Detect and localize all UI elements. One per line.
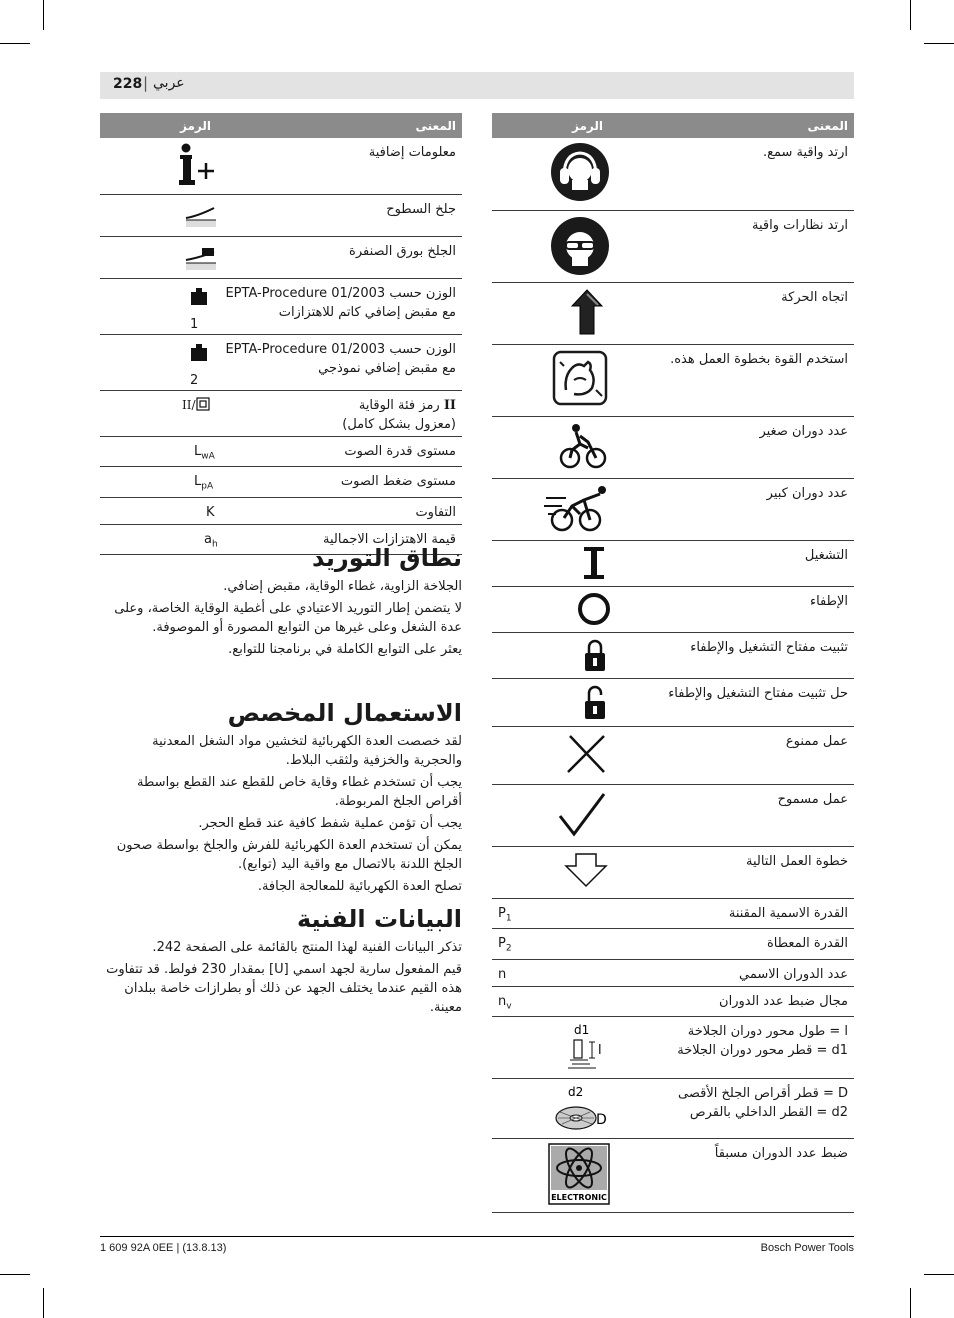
meaning-line: الوزن حسب EPTA-Procedure 01/2003 (225, 341, 456, 357)
meaning-cell: ضبط عدد الدوران مسبقاً (609, 1139, 854, 1213)
weight-2-icon: 2 (190, 344, 213, 390)
symbol-text: $P_2$ (498, 936, 512, 954)
weight-1-icon: 1 (190, 288, 213, 334)
symbol-text: $P_1$ (498, 905, 512, 924)
footer-brand: Bosch Power Tools (760, 1242, 854, 1254)
meaning-line: مع مقبض إضافي نموذجي (318, 360, 456, 376)
diagram-label: d1 (574, 1023, 590, 1038)
section-heading: الاستعمال المخصص (227, 699, 462, 727)
meaning-cell: مجال ضبط عدد الدوران (609, 986, 854, 1017)
meaning-cell: القدرة الاسمية المقننة (609, 898, 854, 929)
meaning-cell: مستوى ضغط الصوت (217, 467, 462, 498)
force-arm-icon (552, 350, 608, 406)
ear-protection-icon (550, 142, 610, 202)
section-heading: نطاق التوريد (312, 544, 462, 572)
meaning-cell: الجلخ بورق الصنفرة (217, 236, 462, 278)
meaning-line: الوزن حسب EPTA-Procedure 01/2003 (225, 285, 456, 301)
padlock-locked-icon (584, 638, 606, 672)
diagram-label: D (596, 1112, 607, 1129)
meaning-cell: عدد دوران صغير (609, 416, 854, 478)
class-roman-numeral: II (443, 397, 456, 413)
section-heading: البيانات الفنية (297, 905, 462, 933)
col-meaning-header: المعنى (217, 113, 462, 138)
meaning-line: l = طول محور دوران الجلاخة (687, 1024, 848, 1040)
paragraph: يمكن أن تستخدم العدة الكهربائية للفرش والجلخ بواسطة صحون الجلخ اللدنة بالاتصال مع واقية اليد (توابع). (116, 838, 462, 872)
padlock-unlocked-icon (584, 684, 606, 720)
meaning-cell: عمل مسموح (609, 784, 854, 846)
electronic-atom-icon (548, 1143, 610, 1205)
collet-dimensions-icon (564, 1022, 608, 1070)
paragraph: تصلح العدة الكهربائية للمعالجة الجافة. (257, 879, 462, 894)
surface-grinding-icon (184, 204, 218, 228)
meaning-line: d2 = القطر الداخلي بالقرص (689, 1105, 848, 1121)
page-number: 228 (113, 76, 143, 92)
col-meaning-header: المعنى (609, 113, 854, 138)
fast-cyclist-icon (544, 484, 610, 534)
switch-on-icon (582, 546, 606, 580)
direction-arrow-icon (570, 288, 604, 336)
meaning-cell: مستوى قدرة الصوت (217, 436, 462, 467)
delivery-scope-section (100, 543, 462, 662)
symbol-text: $n_v$ (498, 993, 512, 1012)
icon-label: ELECTRONIC (551, 1193, 607, 1203)
down-arrow-icon (564, 852, 608, 888)
paragraph: يعثر على التوابع الكاملة في برنامجنا للتوابع. (228, 642, 462, 657)
page-header-bar (100, 72, 854, 99)
meaning-cell: تثبيت مفتاح التشغيل والإطفاء (609, 632, 854, 678)
meaning-cell: التفاوت (217, 497, 462, 524)
technical-data-section (100, 904, 462, 1020)
paragraph: لا يتضمن إطار التوريد الاعتيادي على أغطية الوقاية الخاصة، وعلى عدة الشغل وعلى غيرها من التوابع المصورة أو الموصوفة. (114, 601, 462, 635)
symbol-text: n (498, 966, 507, 982)
meaning-cell: استخدم القوة بخطوة العمل هذه. (609, 344, 854, 416)
meaning-cell: ارتد واقية سمع. (609, 138, 854, 210)
meaning-line: II رمز فئة الوقاية (358, 397, 456, 413)
meaning-cell: خطوة العمل التالية (609, 846, 854, 898)
paragraph: يجب أن تستخدم غطاء وقاية خاص للقطع عند القطع بواسطة أقراص الجلخ المربوطة. (137, 775, 462, 809)
wheel-dimensions-icon (554, 1084, 610, 1132)
crop-mark (0, 1274, 30, 1275)
symbol-text: $L_{pA}$ (194, 474, 214, 492)
header-separator: | (143, 74, 149, 92)
paragraph: تذكر البيانات الفنية لهذا المنتج بالقائمة على الصفحة 242. (152, 940, 462, 955)
crop-mark (43, 1288, 44, 1318)
meaning-cell: قيمة الاهتزازات الاجمالية (217, 524, 462, 555)
left-symbol-table (100, 113, 462, 555)
meaning-cell: حل تثبيت مفتاح التشغيل والإطفاء (609, 678, 854, 726)
meaning-cell: عدد الدوران الاسمي (609, 959, 854, 986)
symbol-text: $L_{wA}$ (194, 443, 215, 462)
col-symbol-header: الرمز (492, 113, 609, 138)
crop-mark (910, 1288, 911, 1318)
diagram-label: l (598, 1043, 602, 1059)
meaning-cell: القدرة المعطاة (609, 929, 854, 960)
paragraph: قيم المفعول سارية لجهد اسمي [U] بمقدار 230 فولط. قد تتفاوت هذه القيم عندما يختلف الجهد عن ذلك أو بطرازات خاصة ببلدان معينة. (106, 962, 462, 1015)
info-plus-icon (176, 143, 218, 187)
meaning-cell: جلخ السطوح (217, 194, 462, 236)
footer-rule (100, 1236, 854, 1237)
meaning-line: (معزول بشكل كامل) (342, 416, 456, 432)
meaning-line: d1 = قطر محور دوران الجلاخة (677, 1043, 848, 1059)
slow-cyclist-icon (558, 422, 608, 470)
symbol-text: $a_h$ (204, 531, 218, 550)
col-symbol-header: الرمز (100, 113, 217, 138)
switch-off-icon (577, 592, 611, 626)
meaning-cell: عمل ممنوع (609, 726, 854, 784)
meaning-cell: التشغيل (609, 540, 854, 586)
symbol-text: K (206, 504, 215, 520)
meaning-cell: اتجاه الحركة (609, 282, 854, 344)
right-symbol-table (492, 113, 854, 1213)
cross-icon (564, 732, 608, 776)
paragraph: لقد خصصت العدة الكهربائية لتخشين مواد الشغل المعدنية والحجرية والخزفية ولثقب البلاط. (152, 734, 462, 768)
crop-mark (43, 0, 44, 30)
crop-mark (924, 1274, 954, 1275)
paragraph: الجلاخة الزاوية، غطاء الوقاية، مقبض إضافي. (223, 579, 462, 594)
diagram-label: d2 (568, 1085, 584, 1100)
intended-use-section (100, 698, 462, 899)
crop-mark (0, 43, 30, 44)
meaning-line: D = قطر أقراص الجلخ الأقصى (678, 1086, 848, 1102)
meaning-cell: عدد دوران كبير (609, 478, 854, 540)
meaning-cell: الإطفاء (609, 586, 854, 632)
sandpaper-grinding-icon (184, 244, 218, 272)
meaning-line: مع مقبض إضافي كاتم للاهتزازات (278, 304, 456, 320)
paragraph: يجب أن تؤمن عملية شفط كافية عند قطع الحجر. (198, 816, 462, 831)
checkmark-icon (558, 790, 608, 840)
footer-doc-number: 1 609 92A 0EE | (13.8.13) (100, 1242, 227, 1254)
crop-mark (924, 43, 954, 44)
meaning-cell: معلومات إضافية (217, 138, 462, 194)
protection-class-icon: II/ (182, 396, 210, 415)
meaning-cell: ارتد نظارات واقية (609, 210, 854, 282)
safety-goggles-icon (550, 216, 610, 276)
crop-mark (910, 0, 911, 30)
header-language: عربي (153, 75, 185, 91)
